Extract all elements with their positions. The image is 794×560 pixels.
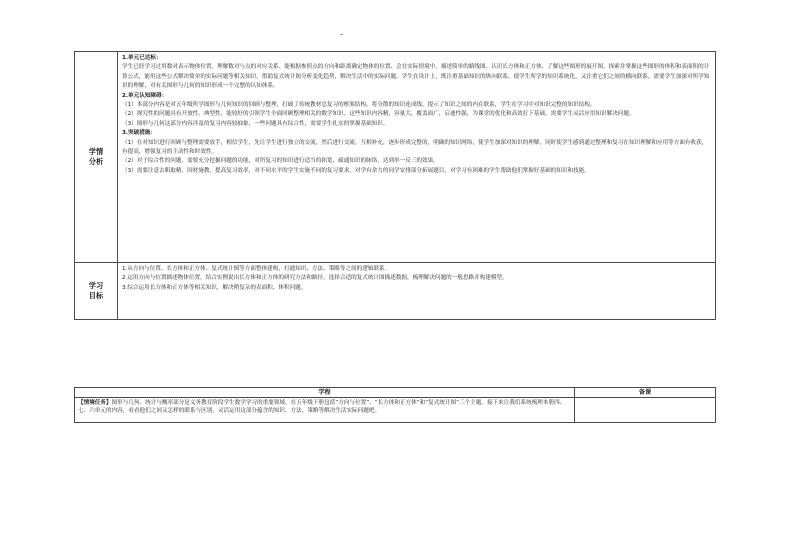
goals-content xyxy=(118,263,716,320)
header-beike: 备课 xyxy=(575,388,716,398)
section-paragraph: （1）在对知识进行回顾与整理需要放手，相信学生，先让学生进行独立的交流，然后进行交流，互相补充，逐步形成完整的，明确的知识网络，使学生加深对知识的理解，同时使学生感到通过整理和复习在知识理解和应用等方面有收获，有提高，增强复习的主动性和时效性。 xyxy=(122,139,708,156)
goal-item: 1.从方向与位置、长方体和正方体、复式统计图等方面整体建构，打通知识、方法、策略等之间的逻辑联系。 xyxy=(122,266,391,272)
section-paragraph: （3）图形与几何这部分内容涉及的复习内容较抽象，一些问题具有综合性，需要学生扎实的掌握基础知识。 xyxy=(122,120,389,127)
study-header-row xyxy=(75,388,716,398)
goals-row xyxy=(75,263,716,320)
analysis-table xyxy=(74,51,716,320)
page-mark xyxy=(340,34,343,35)
goals-label-text: 学习 目标 xyxy=(88,281,104,300)
section-heading: 2.单元认知障碍： xyxy=(122,92,168,99)
section-paragraph: （3）需要注意去粗取精，因材施教，提高复习效率，对不同水平的学生实施不同的复习要求，对学有余力的同学安排部分拓展题目，对学习有困难的学生帮助他们掌握好基础的知识和技能。 xyxy=(122,167,590,174)
goals-label xyxy=(75,263,118,320)
section-paragraph: （2）探究性的问题具有开放性、典型性，能较好的引领学生全面回顾整理相关的数学知识。这些知识内容精，容量大，覆盖面广，启迪性强，为课堂的优化和高效打下基础，需要学生灵活应用知识解决问题。 xyxy=(122,111,635,118)
section-heading: 1.单元已达标： xyxy=(122,55,162,61)
section-heading: 3.突破措施： xyxy=(122,130,156,137)
beike-cell xyxy=(575,398,716,423)
analysis-content xyxy=(118,52,716,263)
study-task-row xyxy=(75,398,716,423)
section-paragraph: （2）对于综合性的问题，需要充分挖掘问题的功能，对所复习的知识进行适当的拓宽，疏通知识的脉络，达到举一反三的效果。 xyxy=(122,158,439,165)
header-xuecheng: 学程 xyxy=(75,388,575,398)
section-paragraph: 学生已经学习过用数对表示物体位置，理解数对与点的对应关系、能根据参照点的方向和距离确定物体的位置、会在实际情境中，描述简单的路线图、认识长方体和正方体，了解这些图形的展开图，探索并掌握这些图形的体积和表面积的计算公式，能用这些公式解决简单的实际问题等相关知识。借助复式统计图分析变化趋势，解决生活中的实际问题。学生在设计上，既注重基础知识的纵向联系，使学生所学的知识系统化，又注重它们之间的横向联系，需要学生加深对所学知识的理解，对有关图形与几何的知识形成一个完整的认知体系。 xyxy=(122,64,710,90)
goal-item: 2.运用方向与位置描述物体位置，结合实例说出长方体和正方体的研究方法和路径，选择合适的复式统计图描述数据，梳理解决问题的一般思路并构建模型。 xyxy=(122,275,508,282)
section-paragraph: （1）本部分内容是对五年级所学图形与几何知识的回顾与整理，打破了传统教材总复习的框架结构，将分散的知识连成线，提示了知识之间的内在联系，学生在学习中对知识完整的知识结构。 xyxy=(122,102,596,109)
analysis-label xyxy=(75,52,118,263)
task-label: 【情境任务】 xyxy=(78,400,112,406)
analysis-label-text: 学情 分析 xyxy=(88,147,104,166)
task-text: 图形与几何、统计与概率部分是义务教育阶段学生数学学习的重要领域，在五年级下册包括“方向与位置”、“长方体和正方体”和“复式统计图”三个主题。接下来让我们系统梳理本册四、七、六单元的内容，看看他们之间又怎样的联系与区别，灵活运用这部分蕴含的知识、方法、策略等解决生活实际问题吧。 xyxy=(78,400,566,415)
task-cell xyxy=(75,398,575,423)
analysis-row xyxy=(75,52,716,263)
study-table xyxy=(74,387,716,423)
goal-item: 3.综合运用长方体和正方体等相关知识，解决稍复杂的表面积、体积问题。 xyxy=(122,284,307,291)
